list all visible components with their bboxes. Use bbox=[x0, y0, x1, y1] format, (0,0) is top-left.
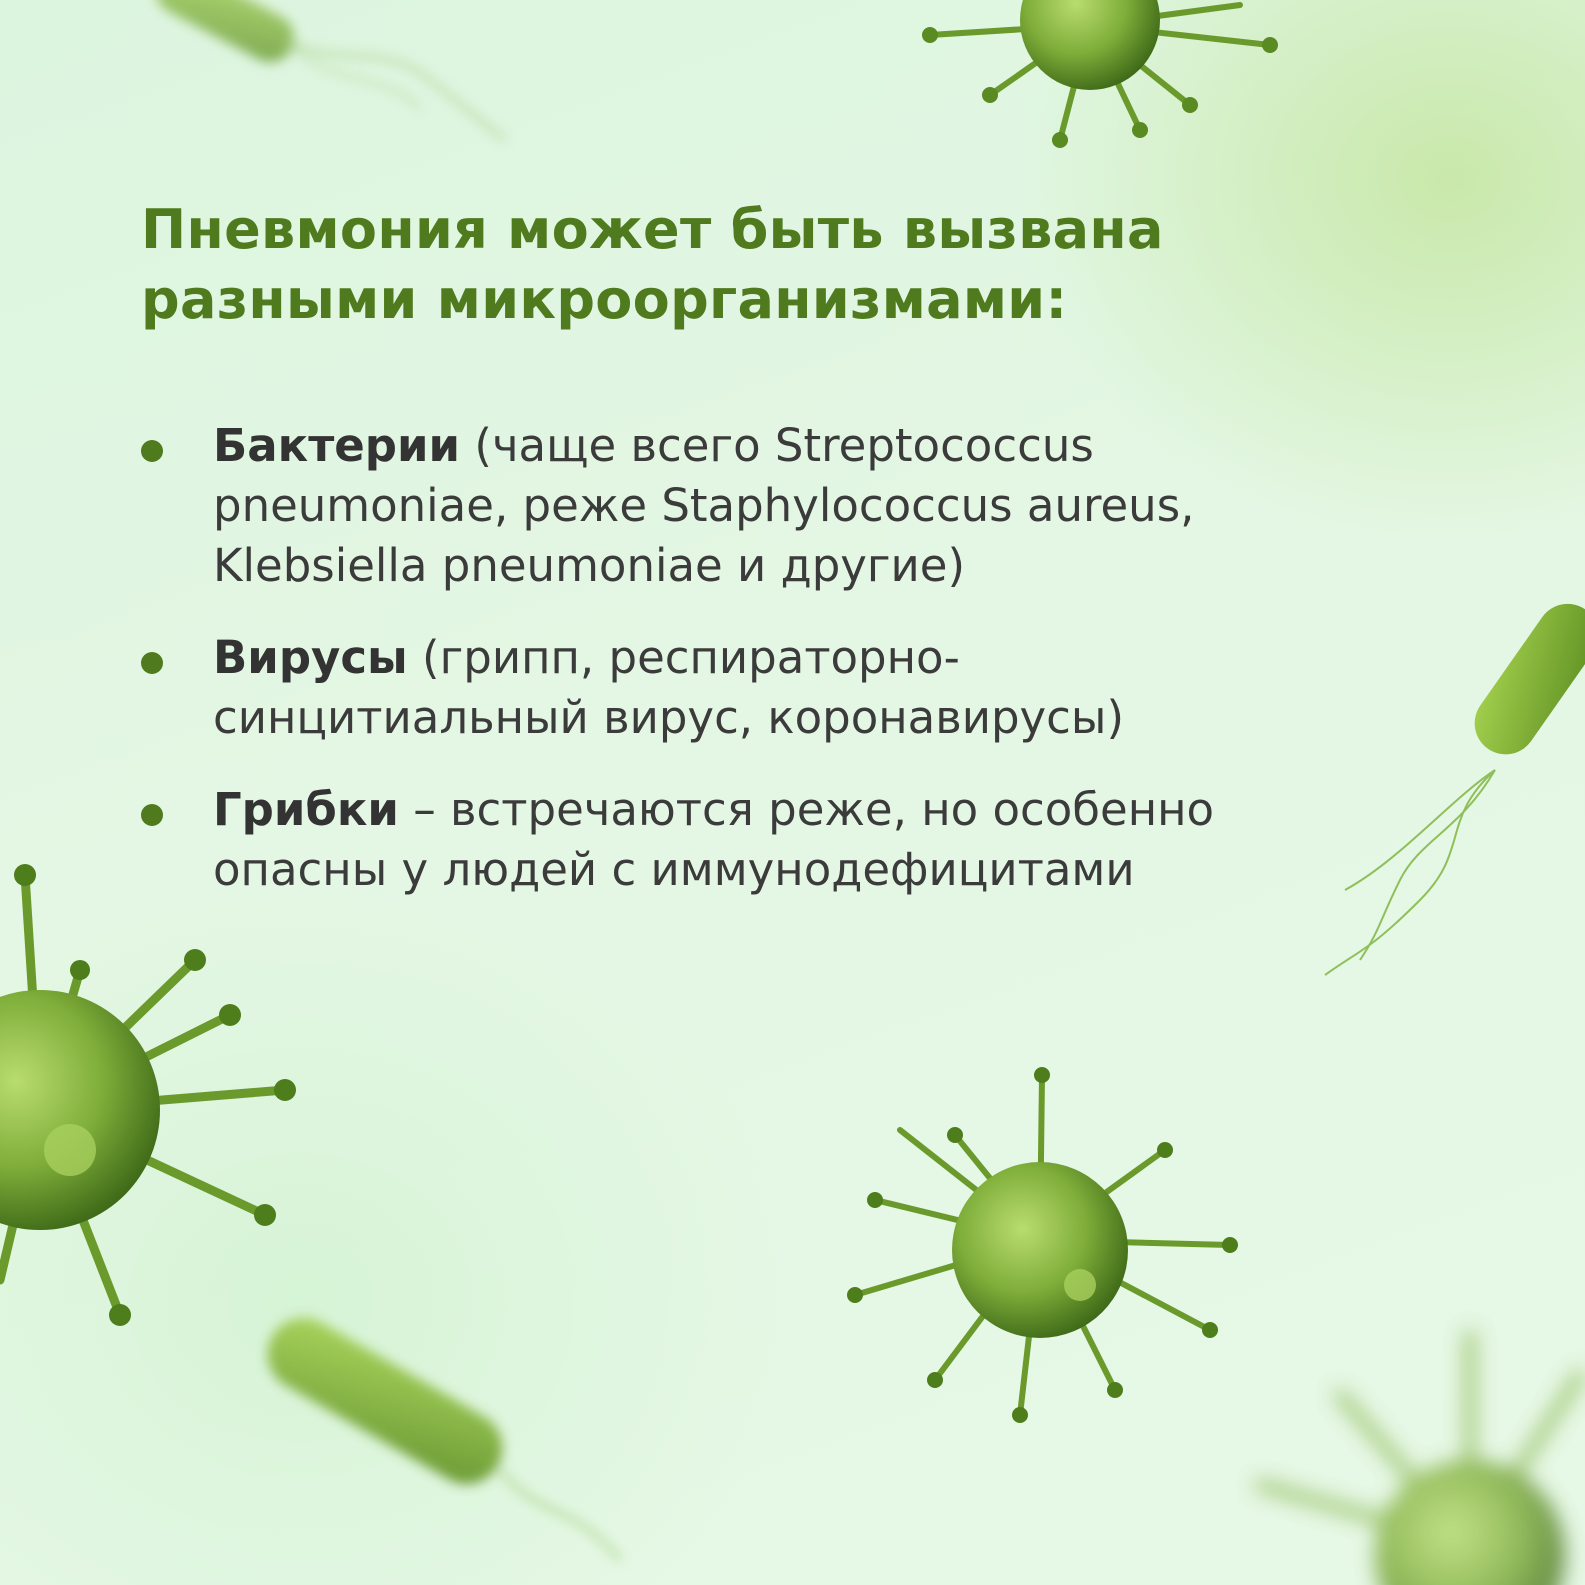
list-item-term: Вирусы bbox=[213, 631, 408, 684]
bacterium-bottom bbox=[254, 1305, 620, 1560]
list-item-viruses bbox=[141, 628, 1341, 748]
bullet-icon bbox=[141, 440, 163, 462]
list-item-description: – встречаются реже, но особенно опасны у людей с иммунодефицитами bbox=[213, 783, 1215, 896]
page-title: Пневмония может быть вызвана разными микроорганизмами: bbox=[141, 198, 1164, 331]
bullet-icon bbox=[141, 804, 163, 826]
list-item-description: (грипп, респираторно-синцитиальный вирус, коронавирусы) bbox=[213, 631, 1125, 744]
list-item-description: (чаще всего Streptococcus pneumoniae, реже Staphylococcus aureus, Klebsiella pneumoniae и другие) bbox=[213, 419, 1195, 592]
list-item-term: Бактерии bbox=[213, 419, 461, 472]
bacterium-top-left bbox=[148, 0, 505, 140]
virus-bottom-right bbox=[1260, 1335, 1580, 1585]
list-item-text bbox=[213, 628, 1323, 748]
virus-top bbox=[922, 0, 1278, 148]
virus-left bbox=[0, 864, 296, 1326]
list-item-bacteria bbox=[141, 416, 1341, 596]
virus-center bbox=[847, 1067, 1238, 1423]
list-item-term: Грибки bbox=[213, 783, 399, 836]
bullet-icon bbox=[141, 652, 163, 674]
list-item-fungi bbox=[141, 780, 1341, 900]
microorganism-list bbox=[141, 416, 1341, 932]
list-item-text bbox=[213, 780, 1323, 900]
bacterium-right bbox=[1325, 592, 1585, 975]
list-item-text bbox=[213, 416, 1323, 596]
